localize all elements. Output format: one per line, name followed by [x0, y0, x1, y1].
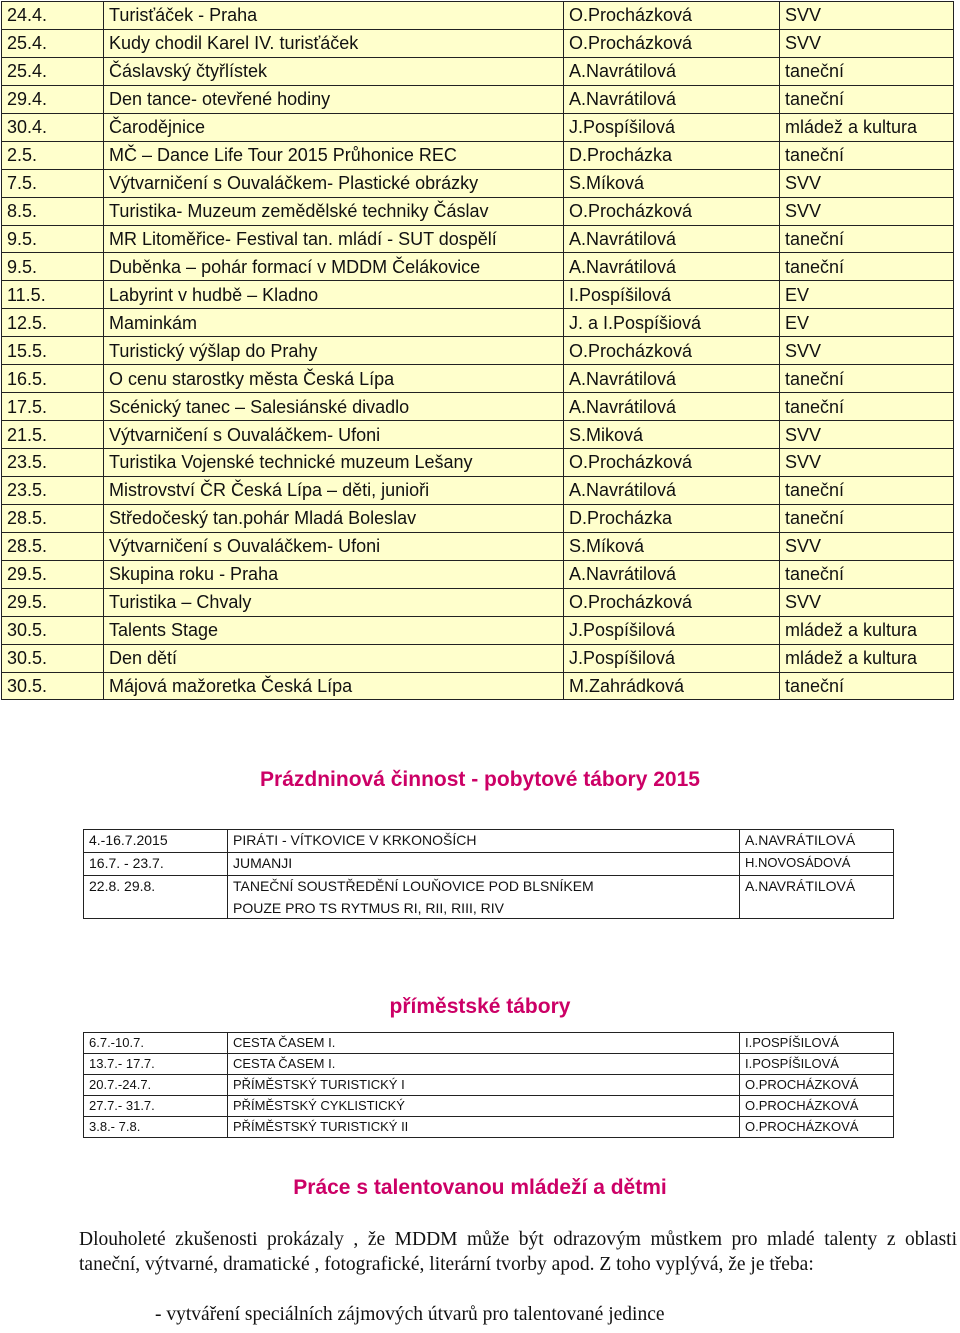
camp-date: 22.8. 29.8. — [84, 876, 228, 919]
day-camp-leader: O.PROCHÁZKOVÁ — [740, 1075, 894, 1096]
event-category: mládež a kultura — [780, 113, 954, 141]
table-row — [2, 616, 954, 644]
camp-leader: A.NAVRÁTILOVÁ — [740, 876, 894, 919]
event-category: SVV — [780, 449, 954, 477]
event-organizer: J.Pospíšilová — [564, 644, 780, 672]
day-camp-name: CESTA ČASEM I. — [228, 1033, 740, 1054]
table-row — [84, 876, 894, 919]
event-date: 16.5. — [2, 365, 104, 393]
event-category: taneční — [780, 85, 954, 113]
event-date: 30.5. — [2, 616, 104, 644]
camp-name: PIRÁTI - VÍTKOVICE V KRKONOŠÍCH — [228, 830, 740, 853]
event-date: 28.5. — [2, 504, 104, 532]
table-row — [2, 29, 954, 57]
event-organizer: S.Miková — [564, 421, 780, 449]
event-name: Den tance- otevřené hodiny — [104, 85, 564, 113]
event-organizer: A.Navrátilová — [564, 57, 780, 85]
event-category: SVV — [780, 197, 954, 225]
table-row — [2, 532, 954, 560]
event-name: MČ – Dance Life Tour 2015 Průhonice REC — [104, 141, 564, 169]
table-row — [2, 449, 954, 477]
event-date: 11.5. — [2, 281, 104, 309]
event-organizer: O.Procházková — [564, 588, 780, 616]
camp-name — [228, 876, 740, 919]
event-organizer: O.Procházková — [564, 337, 780, 365]
event-date: 25.4. — [2, 57, 104, 85]
table-row — [2, 365, 954, 393]
event-date: 28.5. — [2, 532, 104, 560]
event-organizer: O.Procházková — [564, 29, 780, 57]
event-name: Středočeský tan.pohár Mladá Boleslav — [104, 504, 564, 532]
event-organizer: S.Míková — [564, 169, 780, 197]
event-category: SVV — [780, 2, 954, 30]
event-date: 9.5. — [2, 253, 104, 281]
event-date: 9.5. — [2, 225, 104, 253]
event-organizer: D.Procházka — [564, 504, 780, 532]
event-schedule-body — [2, 2, 954, 700]
event-name: Kudy chodil Karel IV. turisťáček — [104, 29, 564, 57]
event-category: taneční — [780, 672, 954, 700]
table-row — [84, 1096, 894, 1117]
table-row — [84, 830, 894, 853]
event-category: taneční — [780, 476, 954, 504]
table-row — [2, 337, 954, 365]
event-organizer: O.Procházková — [564, 197, 780, 225]
event-date: 25.4. — [2, 29, 104, 57]
event-date: 29.5. — [2, 560, 104, 588]
event-date: 8.5. — [2, 197, 104, 225]
event-date: 23.5. — [2, 449, 104, 477]
event-name: Mistrovství ČR Česká Lípa – děti, junioři — [104, 476, 564, 504]
summer-camps-heading: Prázdninová činnost - pobytové tábory 2015 — [260, 768, 700, 791]
day-camp-date: 13.7.- 17.7. — [84, 1054, 228, 1075]
table-row — [2, 85, 954, 113]
day-camp-name: PŘÍMĚSTSKÝ CYKLISTICKÝ — [228, 1096, 740, 1117]
event-organizer: A.Navrátilová — [564, 225, 780, 253]
event-date: 30.5. — [2, 672, 104, 700]
event-organizer: J. a I.Pospíšiová — [564, 309, 780, 337]
event-category: EV — [780, 309, 954, 337]
event-name: Turistika – Chvaly — [104, 588, 564, 616]
event-name: Turisťáček - Praha — [104, 2, 564, 30]
day-camp-leader: I.POSPÍŠILOVÁ — [740, 1054, 894, 1075]
event-name: Čáslavský čtyřlístek — [104, 57, 564, 85]
camp-leader: A.NAVRÁTILOVÁ — [740, 830, 894, 853]
talent-paragraph: Dlouholeté zkušenosti prokázaly , že MDDM může být odrazovým můstkem pro mladé talenty z oblasti taneční, výtvarné, dramatické , fotografické, literární tvorby apod. Z toho vyplývá, že je třeba: — [79, 1229, 957, 1275]
event-name: Duběnka – pohár formací v MDDM Čelákovice — [104, 253, 564, 281]
event-schedule-table — [1, 1, 954, 700]
event-organizer: S.Míková — [564, 532, 780, 560]
event-date: 30.4. — [2, 113, 104, 141]
table-row — [2, 393, 954, 421]
event-category: SVV — [780, 169, 954, 197]
event-date: 23.5. — [2, 476, 104, 504]
event-date: 17.5. — [2, 393, 104, 421]
event-category: mládež a kultura — [780, 644, 954, 672]
event-date: 29.4. — [2, 85, 104, 113]
table-row — [2, 141, 954, 169]
camp-date: 16.7. - 23.7. — [84, 853, 228, 876]
event-date: 29.5. — [2, 588, 104, 616]
event-category: taneční — [780, 504, 954, 532]
table-row — [2, 309, 954, 337]
event-name: Den dětí — [104, 644, 564, 672]
event-category: taneční — [780, 141, 954, 169]
table-row — [2, 672, 954, 700]
camp-leader: H.NOVOSÁDOVÁ — [740, 853, 894, 876]
table-row — [84, 1033, 894, 1054]
table-row — [2, 253, 954, 281]
table-row — [2, 2, 954, 30]
table-row — [84, 1075, 894, 1096]
event-category: SVV — [780, 29, 954, 57]
day-camp-date: 20.7.-24.7. — [84, 1075, 228, 1096]
event-date: 2.5. — [2, 141, 104, 169]
event-organizer: O.Procházková — [564, 449, 780, 477]
event-name: Turistika- Muzeum zemědělské techniky Čáslav — [104, 197, 564, 225]
camp-date: 4.-16.7.2015 — [84, 830, 228, 853]
talent-bullet-item: - vytváření speciálních zájmových útvarů pro talentované jedince — [155, 1304, 665, 1325]
day-camp-name: CESTA ČASEM I. — [228, 1054, 740, 1075]
event-name: Výtvarničení s Ouvaláčkem- Plastické obrázky — [104, 169, 564, 197]
table-row — [2, 281, 954, 309]
table-row — [2, 197, 954, 225]
event-date: 21.5. — [2, 421, 104, 449]
event-date: 15.5. — [2, 337, 104, 365]
event-date: 7.5. — [2, 169, 104, 197]
event-organizer: A.Navrátilová — [564, 365, 780, 393]
talent-heading: Práce s talentovanou mládeží a dětmi — [293, 1176, 667, 1199]
event-category: SVV — [780, 337, 954, 365]
day-camp-name: PŘÍMĚSTSKÝ TURISTICKÝ I — [228, 1075, 740, 1096]
event-organizer: A.Navrátilová — [564, 393, 780, 421]
event-organizer: A.Navrátilová — [564, 476, 780, 504]
event-name: MR Litoměřice- Festival tan. mládí - SUT dospělí — [104, 225, 564, 253]
event-name: Labyrint v hudbě – Kladno — [104, 281, 564, 309]
event-organizer: A.Navrátilová — [564, 253, 780, 281]
table-row — [2, 57, 954, 85]
table-row — [2, 504, 954, 532]
event-name: Maminkám — [104, 309, 564, 337]
table-row — [2, 113, 954, 141]
day-camp-leader: I.POSPÍŠILOVÁ — [740, 1033, 894, 1054]
event-organizer: D.Procházka — [564, 141, 780, 169]
event-name: Výtvarničení s Ouvaláčkem- Ufoni — [104, 421, 564, 449]
table-row — [84, 1054, 894, 1075]
event-name: Turistika Vojenské technické muzeum Lešany — [104, 449, 564, 477]
day-camp-leader: O.PROCHÁZKOVÁ — [740, 1096, 894, 1117]
event-category: SVV — [780, 421, 954, 449]
event-category: mládež a kultura — [780, 616, 954, 644]
camp-note: POUZE PRO TS RYTMUS RI, RII, RIII, RIV — [233, 900, 504, 916]
event-name: Májová mažoretka Česká Lípa — [104, 672, 564, 700]
event-category: EV — [780, 281, 954, 309]
table-row — [2, 476, 954, 504]
table-row — [84, 853, 894, 876]
event-date: 12.5. — [2, 309, 104, 337]
event-category: taneční — [780, 225, 954, 253]
event-organizer: A.Navrátilová — [564, 560, 780, 588]
table-row — [2, 225, 954, 253]
table-row — [2, 421, 954, 449]
event-name: Skupina roku - Praha — [104, 560, 564, 588]
event-category: taneční — [780, 560, 954, 588]
event-name: Výtvarničení s Ouvaláčkem- Ufoni — [104, 532, 564, 560]
event-name: Čarodějnice — [104, 113, 564, 141]
day-camp-date: 27.7.- 31.7. — [84, 1096, 228, 1117]
event-date: 24.4. — [2, 2, 104, 30]
event-category: taneční — [780, 57, 954, 85]
event-organizer: J.Pospíšilová — [564, 113, 780, 141]
event-category: SVV — [780, 532, 954, 560]
camp-name-line: TANEČNÍ SOUSTŘEDĚNÍ LOUŇOVICE POD BLSNÍKEM — [233, 878, 594, 894]
summer-camps-table — [83, 829, 894, 919]
table-row — [2, 588, 954, 616]
table-row — [2, 169, 954, 197]
day-camp-leader: O.PROCHÁZKOVÁ — [740, 1117, 894, 1138]
table-row — [2, 644, 954, 672]
day-camps-table — [83, 1032, 894, 1138]
day-camp-date: 3.8.- 7.8. — [84, 1117, 228, 1138]
camp-name: JUMANJI — [228, 853, 740, 876]
event-organizer: M.Zahrádková — [564, 672, 780, 700]
day-camps-heading: příměstské tábory — [389, 995, 571, 1018]
event-organizer: I.Pospíšilová — [564, 281, 780, 309]
day-camp-date: 6.7.-10.7. — [84, 1033, 228, 1054]
event-date: 30.5. — [2, 644, 104, 672]
event-category: SVV — [780, 588, 954, 616]
table-row — [84, 1117, 894, 1138]
event-name: Talents Stage — [104, 616, 564, 644]
table-row — [2, 560, 954, 588]
event-category: taneční — [780, 365, 954, 393]
event-name: O cenu starostky města Česká Lípa — [104, 365, 564, 393]
event-name: Scénický tanec – Salesiánské divadlo — [104, 393, 564, 421]
event-category: taneční — [780, 393, 954, 421]
event-category: taneční — [780, 253, 954, 281]
event-name: Turistický výšlap do Prahy — [104, 337, 564, 365]
event-organizer: A.Navrátilová — [564, 85, 780, 113]
day-camp-name: PŘÍMĚSTSKÝ TURISTICKÝ II — [228, 1117, 740, 1138]
event-organizer: O.Procházková — [564, 2, 780, 30]
event-organizer: J.Pospíšilová — [564, 616, 780, 644]
